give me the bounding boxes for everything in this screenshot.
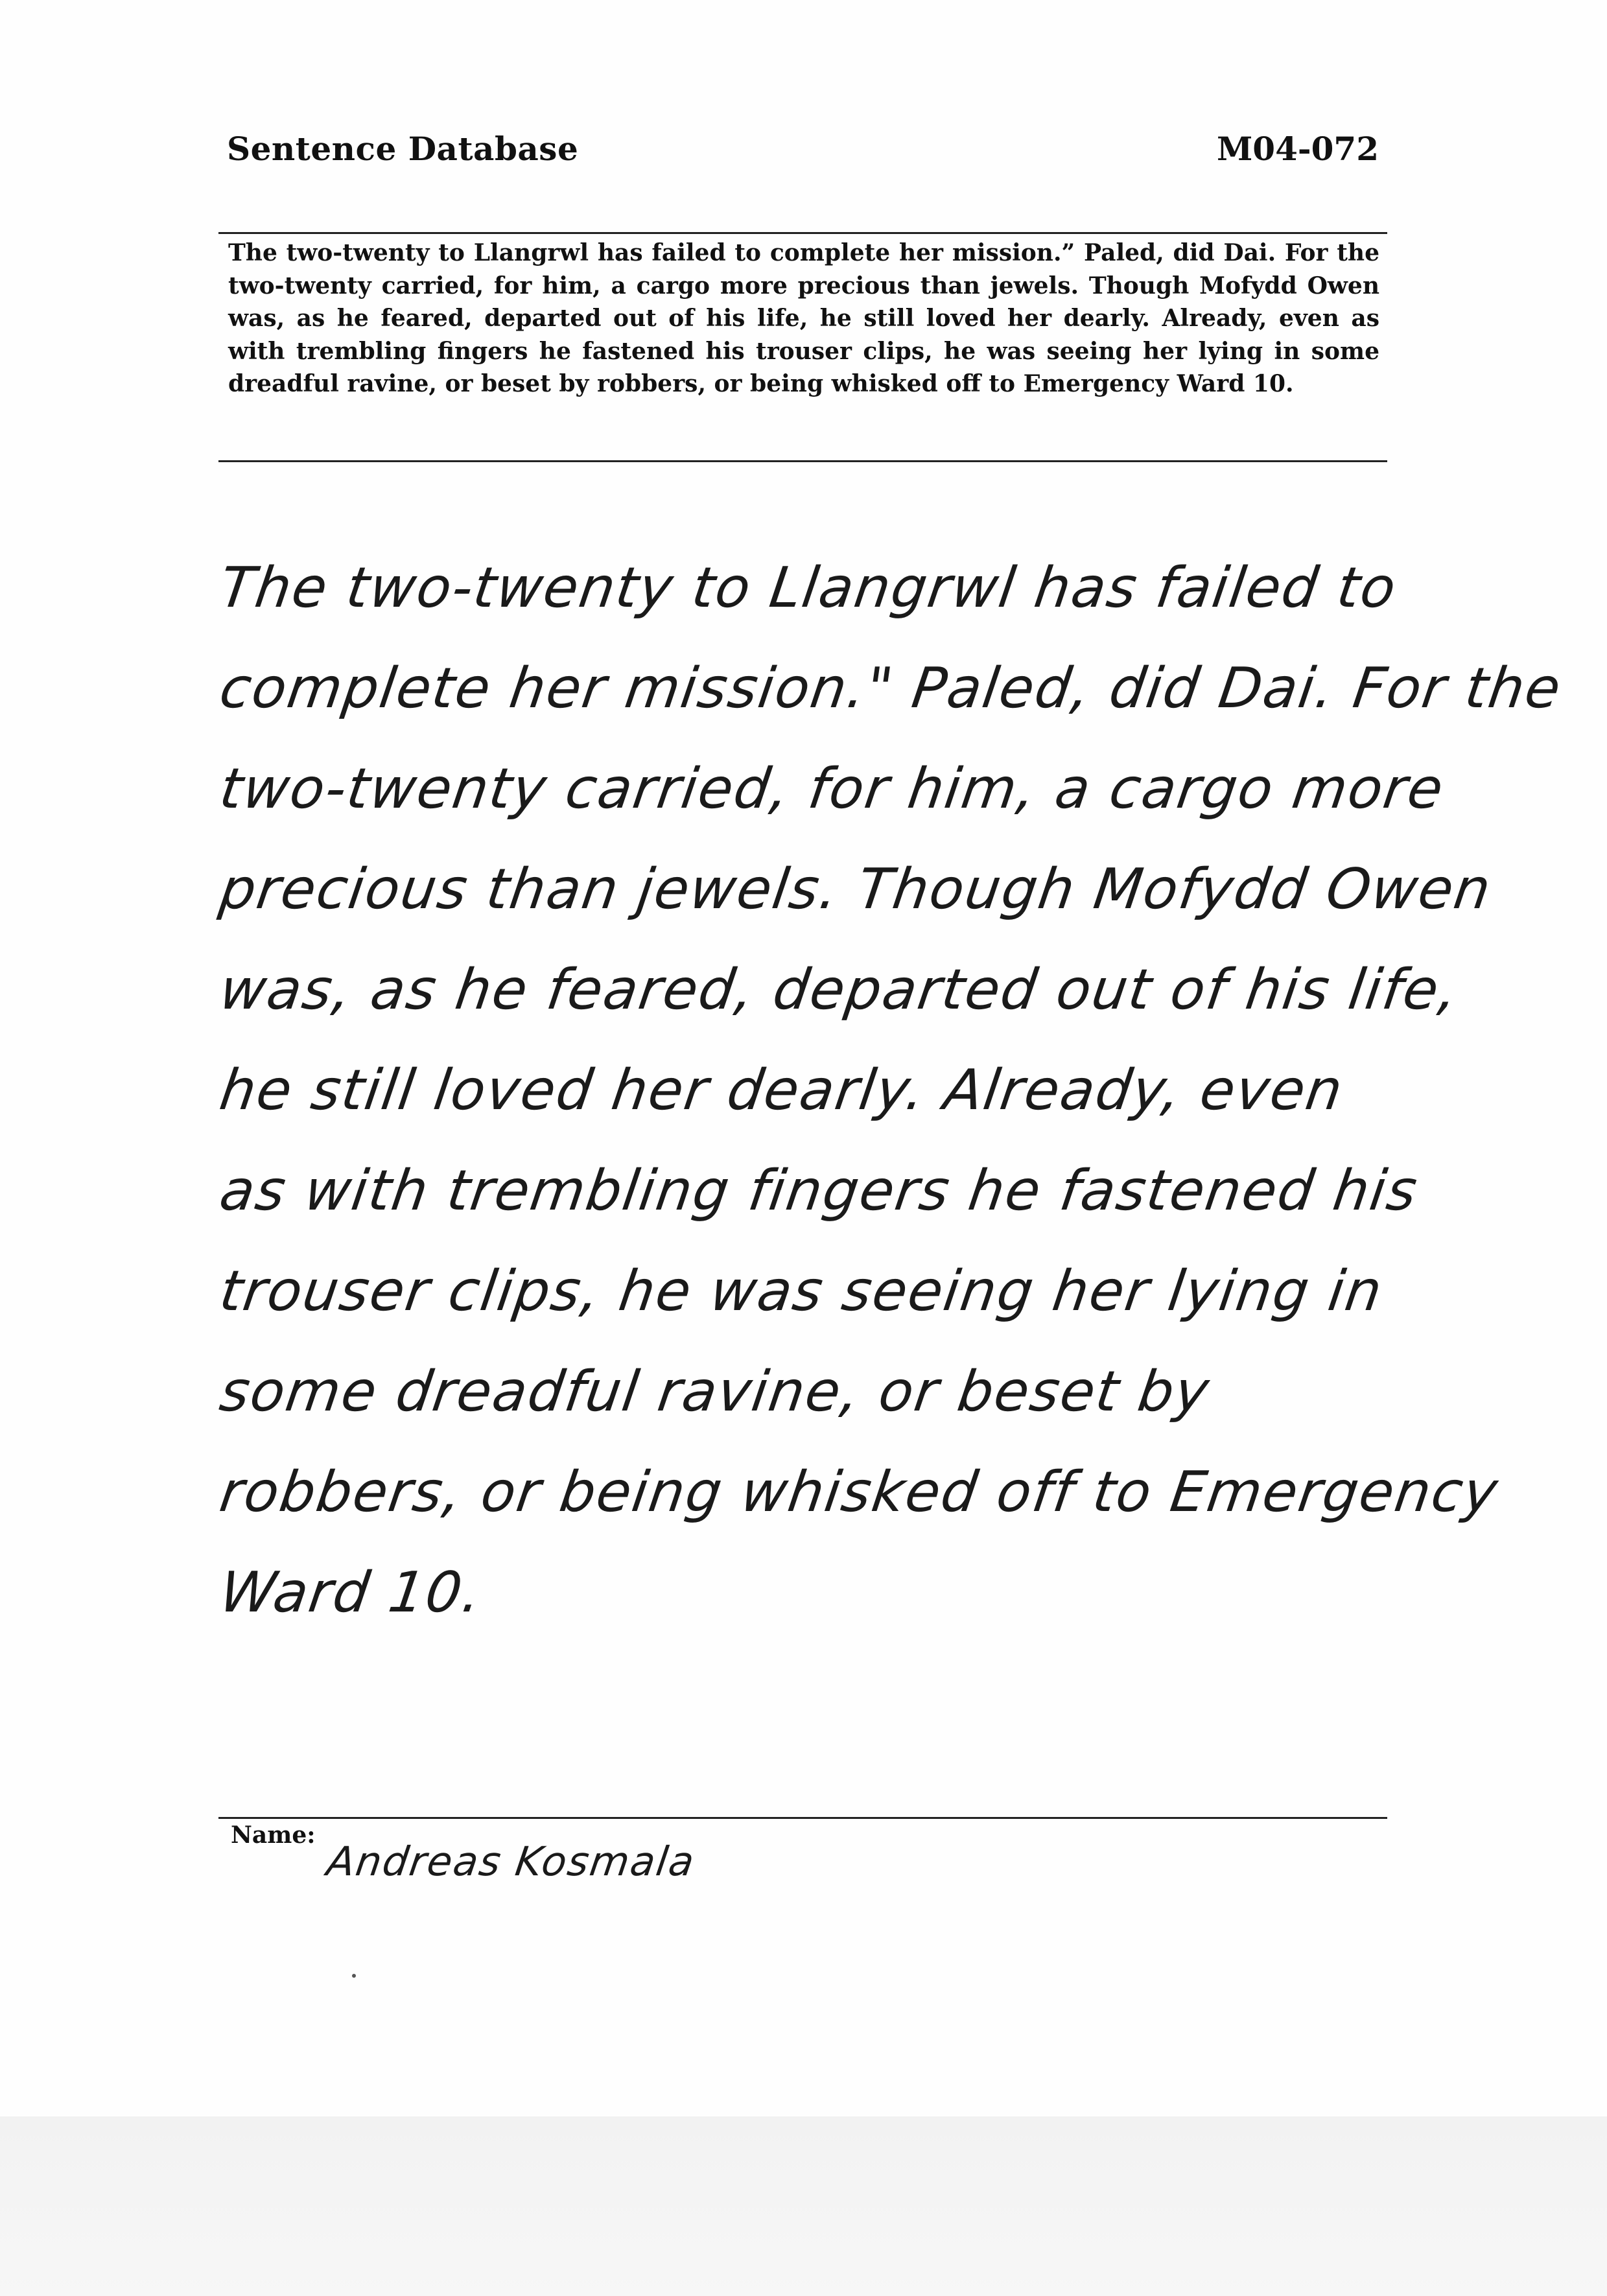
handwritten-line: was, as he feared, departed out of his life,: [216, 957, 1463, 1022]
handwritten-line: he still loved her dearly. Already, even: [216, 1058, 1348, 1123]
handwritten-line: as with trembling fingers he fastened his: [216, 1158, 1422, 1223]
handwritten-line: Ward 10.: [216, 1560, 487, 1625]
handwritten-line: robbers, or being whisked off to Emergency: [216, 1460, 1503, 1525]
name-label: Name:: [231, 1822, 316, 1849]
top-divider: [218, 232, 1387, 234]
middle-divider: [218, 460, 1387, 462]
handwritten-line: The two-twenty to Llangrwl has failed to: [216, 556, 1402, 620]
handwritten-line: two-twenty carried, for him, a cargo more: [216, 756, 1449, 821]
handwritten-line: trouser clips, he was seeing her lying in: [216, 1259, 1387, 1324]
scan-bottom-band: [0, 2116, 1607, 2296]
handwritten-line: some dreadful ravine, or beset by: [216, 1359, 1214, 1424]
form-title: Sentence Database: [227, 130, 579, 168]
stray-ink-dot: [352, 1974, 356, 1978]
bottom-divider: [218, 1817, 1387, 1819]
handwritten-line: precious than jewels. Though Mofydd Owen: [216, 857, 1496, 922]
form-id: M04-072: [1216, 130, 1379, 168]
printed-prompt-text: The two-twenty to Llangrwl has failed to complete her mission.” Paled, did Dai. For the two-twenty carried, for him, a cargo more precious than jewels. Though Mofydd Owen was, as he feared, departed out of his life, he still loved her dearly. Already, even as with trembling fingers he fastened his trouser clips, he was seeing her lying in some dreadful ravine, or beset by robbers, or being whisked off to Emergency Ward 10.: [228, 239, 1379, 397]
signature-name: Andreas Kosmala: [323, 1838, 699, 1885]
handwritten-text-block: [216, 538, 1566, 1643]
handwritten-line: complete her mission." Paled, did Dai. For the: [216, 656, 1566, 721]
